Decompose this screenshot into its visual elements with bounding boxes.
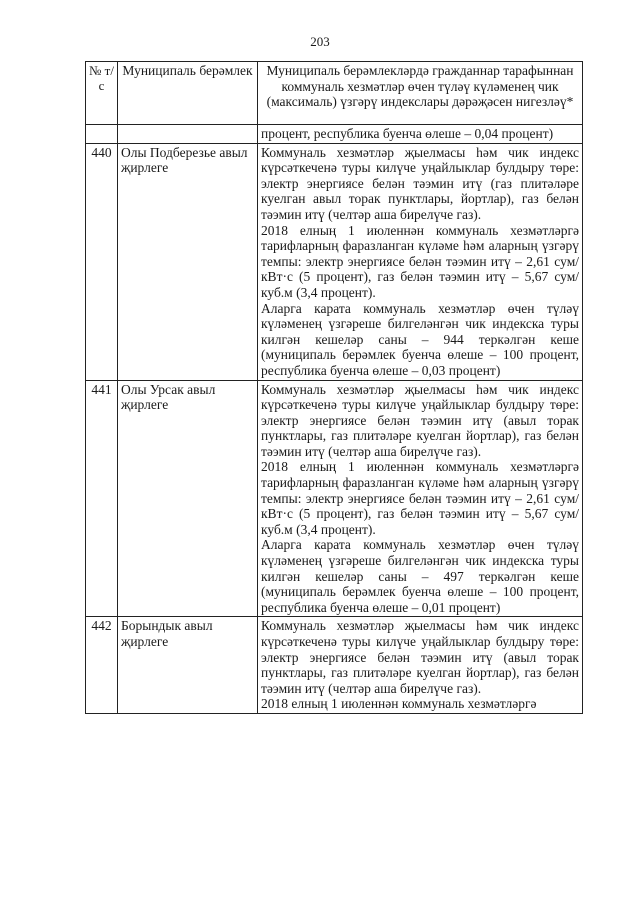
- row-paragraph: 2018 елның 1 июленнән коммуналь хезмәтләргә тарифларның фаразланган күләме һәм аларның үзгәрү темпы: электр энергиясе белән тәэмин итү – 2,61 сум/кВт·с (5 процент), газ белән тәэмин итү – 5,67 сум/куб.м (3,4 процент).: [261, 459, 579, 537]
- page-number: 203: [310, 34, 330, 49]
- row-description: [258, 380, 583, 617]
- row-paragraph: Коммуналь хезмәтләр җыелмасы һәм чик индекс күрсәткеченә туры килүче уңайлыклар булдыру төре: электр энергиясе белән тәэмин итү (газ плитәләре куелган авыл торак пунктлары, йортлар), газ белән тәэмин итү (челтәр аша бирелүче газ).: [261, 144, 579, 222]
- table-row: [86, 143, 583, 380]
- row-paragraph: Аларга карата коммуналь хезмәтләр өчен түләү күләменең үзгәреше билгеләнгән чик индекска туры килгән кешеләр саны – 944 теркәлгән кеше (муниципаль берәмлек буенча өлеше – 100 процент, республика буенча өлеше – 0,03 процент): [261, 300, 579, 378]
- row-number: 440: [86, 143, 118, 380]
- row-municipality: Олы Подберезье авыл җирлеге: [118, 143, 258, 380]
- row-description: [258, 143, 583, 380]
- table-row: [86, 617, 583, 714]
- continuation-municipality-cell: [118, 125, 258, 144]
- row-municipality: Борындык авыл җирлеге: [118, 617, 258, 714]
- header-description: Муниципаль берәмлекләрдә гражданнар тарафыннан коммуналь хезмәтләр өчен түләү күләменең чик (максималь) үзгәрү индекслары дәрәҗәсен нигезләү*: [258, 62, 583, 125]
- row-number: 442: [86, 617, 118, 714]
- row-paragraph: 2018 елның 1 июленнән коммуналь хезмәтләргә: [261, 696, 537, 712]
- row-number: 441: [86, 380, 118, 617]
- table-row: [86, 380, 583, 617]
- header-number: № т/с: [86, 62, 118, 125]
- row-paragraph: Аларга карата коммуналь хезмәтләр өчен түләү күләменең үзгәреше билгеләнгән чик индекска туры килгән кешеләр саны – 497 теркәлгән кеше (муниципаль берәмлек буенча өлеше – 100 процент, республика буенча өлеше – 0,01 процент): [261, 537, 579, 615]
- continuation-row: [86, 125, 583, 144]
- table-header-row: [86, 62, 583, 125]
- row-paragraph: 2018 елның 1 июленнән коммуналь хезмәтләргә тарифларның фаразланган күләме һәм аларның үзгәрү темпы: электр энергиясе белән тәэмин итү – 2,61 сум/кВт·с (5 процент), газ белән тәэмин итү – 5,67 сум/куб.м (3,4 процент).: [261, 222, 579, 300]
- row-municipality: Олы Урсак авыл җирлеге: [118, 380, 258, 617]
- row-description: [258, 617, 583, 714]
- continuation-text: [258, 125, 583, 144]
- header-municipality: Муниципаль берәмлек: [118, 62, 258, 125]
- row-paragraph: Коммуналь хезмәтләр җыелмасы һәм чик индекс күрсәткеченә туры килүче уңайлыклар булдыру төре: электр энергиясе белән тәэмин итү (авыл торак пунктлары, газ плитәләре куелган йортлар), газ белән тәэмин итү (челтәр аша бирелүче газ).: [261, 618, 579, 696]
- continuation-num-cell: [86, 125, 118, 144]
- row-paragraph: Коммуналь хезмәтләр җыелмасы һәм чик индекс күрсәткеченә туры килүче уңайлыклар булдыру төре: электр энергиясе белән тәэмин итү (авыл торак пунктлары, газ плитәләре куелган йортлар), газ белән тәэмин итү (челтәр аша бирелүче газ).: [261, 381, 579, 459]
- continuation-paragraph: процент, республика буенча өлеше – 0,04 процент): [261, 126, 554, 141]
- municipality-index-table: [85, 61, 583, 714]
